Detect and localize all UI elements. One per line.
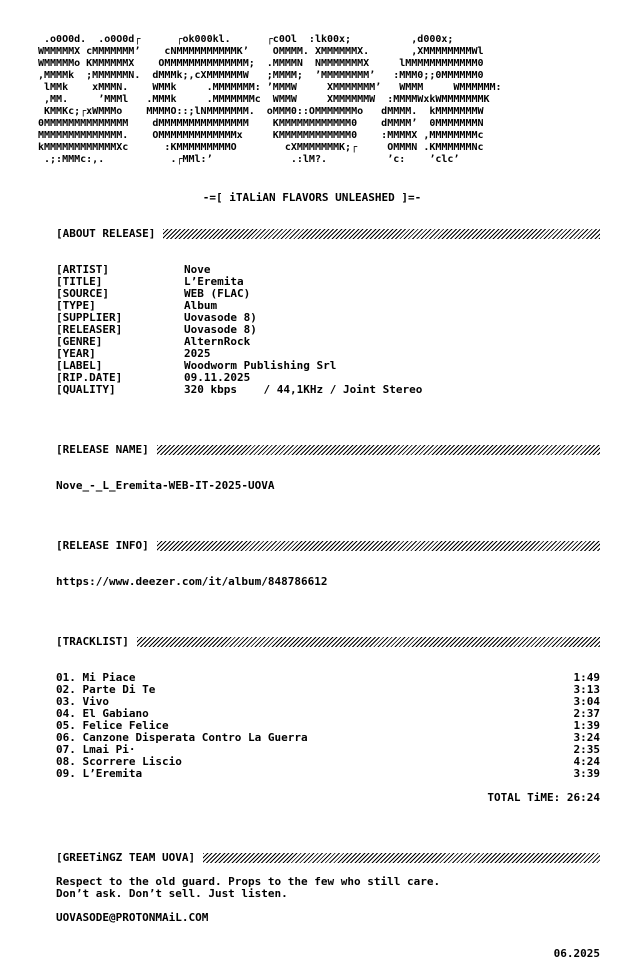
total-time: TOTAL TiME: 26:24 — [487, 791, 600, 804]
info-key: [LABEL] — [56, 359, 103, 372]
footer-date: 06.2025 — [553, 947, 600, 960]
tagline: -=[ iTALiAN FLAVORS UNLEASHED ]=- — [202, 191, 422, 204]
info-row — [56, 384, 600, 396]
release-info-header — [56, 540, 600, 552]
info-value: 09.11.2025 — [184, 371, 251, 384]
shade-divider — [137, 637, 600, 647]
info-key: [RELEASER] — [56, 323, 123, 336]
section-label: [ABOUT RELEASE] — [56, 227, 156, 240]
tracklist — [56, 672, 600, 780]
info-row — [56, 264, 600, 276]
info-value: Uovasode 8) — [184, 311, 257, 324]
track-time: 2:35 — [573, 743, 600, 756]
section-label: [TRACKLIST] — [56, 635, 129, 648]
info-value: Album — [184, 299, 218, 312]
info-value: 2025 — [184, 347, 211, 360]
track-title: 08. Scorrere Liscio — [56, 755, 182, 768]
track-time: 3:24 — [573, 731, 600, 744]
release-name-value: Nove_-_L_Eremita-WEB-IT-2025-UOVA — [56, 479, 275, 492]
info-value: AlternRock — [184, 335, 251, 348]
track-time: 1:49 — [573, 671, 600, 684]
info-key: [SUPPLIER] — [56, 311, 123, 324]
release-name-header — [56, 444, 600, 456]
info-row — [56, 336, 600, 348]
info-value: Uovasode 8) — [184, 323, 257, 336]
info-value: Woodworm Publishing Srl — [184, 359, 337, 372]
track-time: 4:24 — [573, 755, 600, 768]
section-label: [RELEASE NAME] — [56, 443, 149, 456]
track-time: 3:39 — [573, 767, 600, 780]
track-row — [56, 684, 600, 696]
shade-divider — [157, 445, 600, 455]
info-row — [56, 276, 600, 288]
shade-divider — [157, 541, 600, 551]
shade-divider — [163, 229, 600, 239]
track-title: 01. Mi Piace — [56, 671, 136, 684]
release-info-url: https://www.deezer.com/it/album/848786612 — [56, 575, 328, 588]
contact-email: UOVASODE@PROTONMAiL.COM — [56, 911, 209, 924]
track-title: 03. Vivo — [56, 695, 109, 708]
shade-divider — [203, 853, 600, 863]
greetings-header — [56, 852, 600, 864]
track-title: 06. Canzone Disperata Contro La Guerra — [56, 731, 308, 744]
info-value: Nove — [184, 263, 211, 276]
info-value: WEB (FLAC) — [184, 287, 251, 300]
about-release-info — [56, 264, 600, 396]
track-row — [56, 768, 600, 780]
greetings-line-2: Don’t ask. Don’t sell. Just listen. — [56, 887, 288, 900]
info-row — [56, 312, 600, 324]
track-title: 04. El Gabiano — [56, 707, 149, 720]
tracklist-header — [56, 636, 600, 648]
track-time: 3:04 — [573, 695, 600, 708]
ascii-logo: .o0O0d. .o0O0d┌ ┌ok000kl. ┌c0Ol :lk00x; ,d000x; WMMMMMX cMMMMMMM’ cNMMMMMMMMMMK’ OMMMM. XMMMMMMX. ,XMMMMMMMMWl WMMMMMo KMMMMMMX OMMMMMMMMMMMMMM; .MMMMN NMMMMMMMX lMMMMMMMMMMMM0 ,MMMMk ;MMMMMMN. dMMMk;,cXMMMMMMW ;MMMM; ’MMMMMMMM’ :MMM0;;0MMMMMM0 lMMk xMMMN. WMMk .MMMMMMM: ’MMMW XMMMMMMM’ WMMM WMMMMMM: ,MM. ’MMMl .MMMk .MMMMMMMc WMMW XMMMMMMW :MMMMWxkWMMMMMMMK KMMKc;┌xWMMMo MMMMO::;lNMMMMMMM. oMMM0::OMMMMMMMo dMMMM. kMMMMMMMW 0MMMMMMMMMMMMMM dMMMMMMMMMMMMMMM KMMMMMMMMMMMM0 dMMMM’ 0MMMMMMMN MMMMMMMMMMMMMM. OMMMMMMMMMMMMMx KMMMMMMMMMMMM0 :MMMMX ,MMMMMMMMc kMMMMMMMMMMMMXc :KMMMMMMMMMO cXMMMMMMMK;┌ OMMMN .KMMMMMMNc .;:MMMc:,. .┌MMl:’ .:lM?. ’c: ’clc’ — [38, 34, 502, 165]
info-key: [ARTIST] — [56, 263, 109, 276]
info-row — [56, 324, 600, 336]
track-title: 05. Felice Felice — [56, 719, 169, 732]
info-key: [SOURCE] — [56, 287, 109, 300]
section-label: [GREETiNGZ TEAM UOVA] — [56, 851, 196, 864]
track-time: 1:39 — [573, 719, 600, 732]
info-value: L’Eremita — [184, 275, 244, 288]
track-time: 2:37 — [573, 707, 600, 720]
greetings-line-1: Respect to the old guard. Props to the few who still care. — [56, 875, 441, 888]
info-row — [56, 360, 600, 372]
info-key: [QUALITY] — [56, 383, 116, 396]
info-row — [56, 288, 600, 300]
track-row — [56, 732, 600, 744]
about-release-header — [56, 228, 600, 240]
track-title: 02. Parte Di Te — [56, 683, 156, 696]
track-time: 3:13 — [573, 683, 600, 696]
info-key: [GENRE] — [56, 335, 103, 348]
info-key: [TYPE] — [56, 299, 96, 312]
section-label: [RELEASE INFO] — [56, 539, 149, 552]
info-value: 320 kbps / 44,1KHz / Joint Stereo — [184, 383, 423, 396]
info-key: [YEAR] — [56, 347, 96, 360]
info-key: [TITLE] — [56, 275, 103, 288]
info-key: [RIP.DATE] — [56, 371, 123, 384]
info-row — [56, 300, 600, 312]
track-title: 09. L’Eremita — [56, 767, 143, 780]
track-title: 07. Lmai Pi· — [56, 743, 136, 756]
